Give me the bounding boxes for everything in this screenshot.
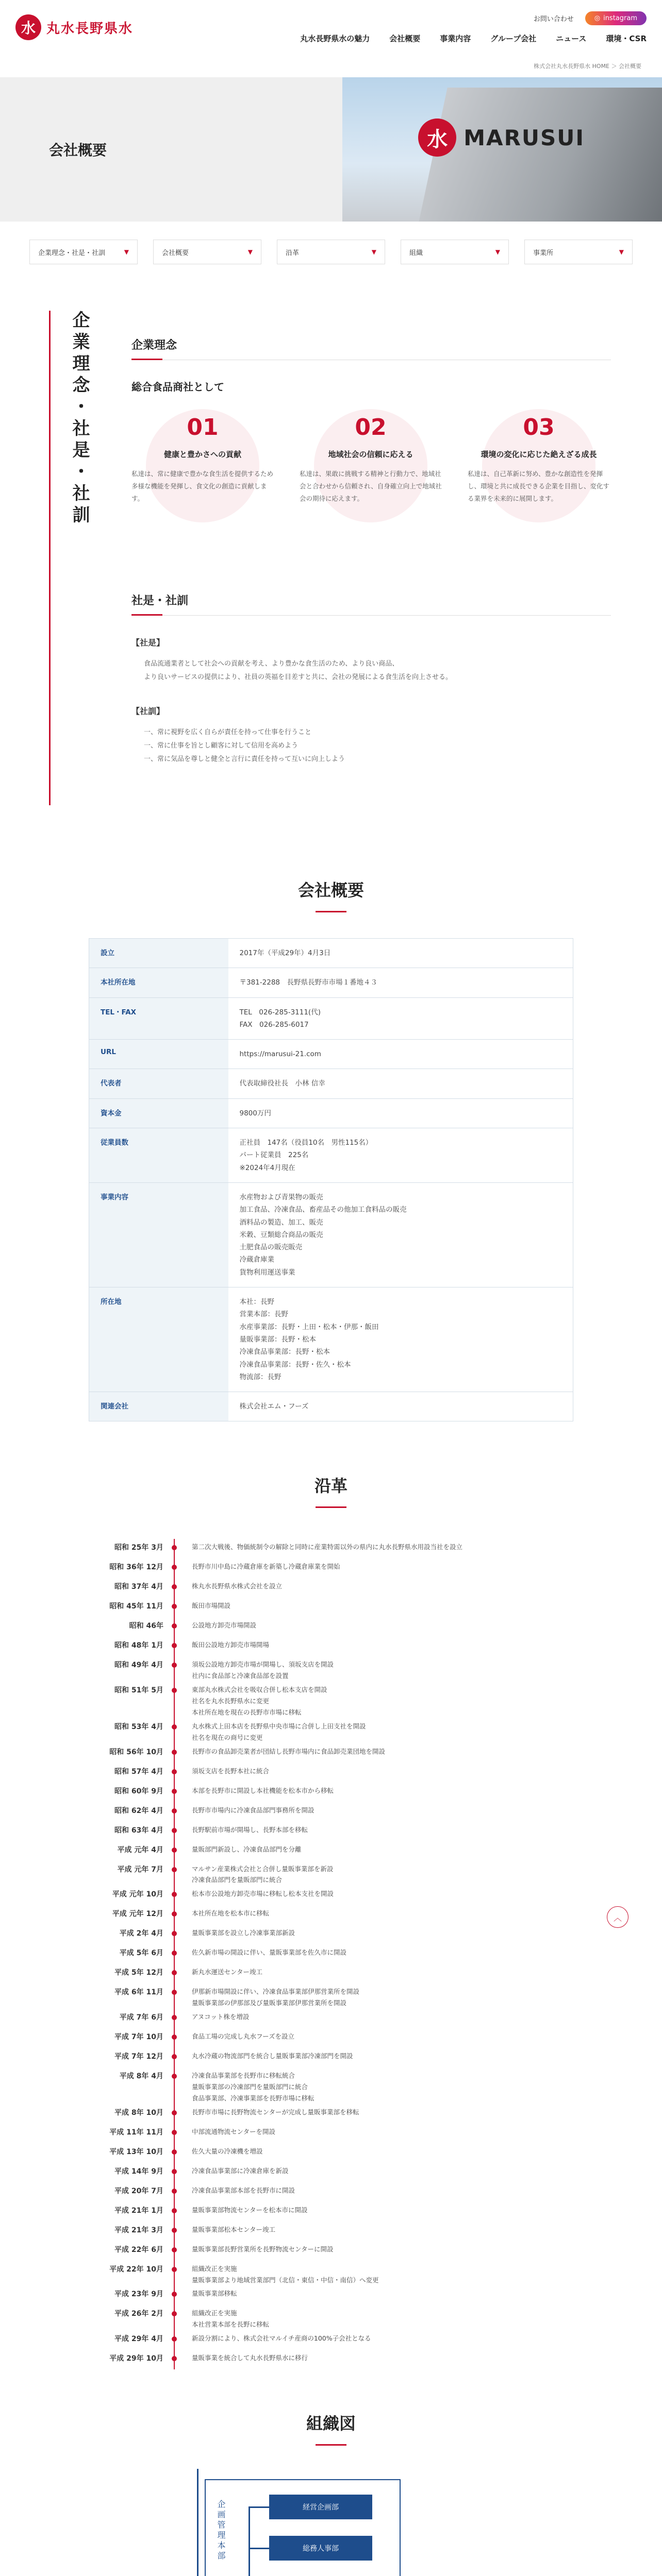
timeline-text: 冷凍食品事業部本部を長野市に開設 [192,2186,295,2194]
timeline-text: 長野市川中島に冷蔵倉庫を新築し冷蔵倉庫業を開始 [192,1563,340,1571]
subnav-overview[interactable] [153,240,261,264]
section-accent-bar [49,311,51,805]
overview-label: 本社所在地 [89,968,228,997]
timeline-text: 本社所在地を松本市に移転 [192,1909,270,1918]
timeline-dot [172,2035,177,2040]
hero-building-sign [418,118,585,157]
pillar-card [131,414,274,504]
history-section [0,1421,662,2369]
timeline-date: 平成 5年 6月 [119,1949,163,1958]
timeline-date: 平成 20年 7月 [114,2187,163,2195]
timeline-dot [172,1892,177,1897]
timeline-item [47,2143,615,2163]
subnav-org[interactable] [401,240,509,264]
timeline-dot [172,1990,177,1995]
timeline-item [47,1905,615,1925]
timeline-dot [172,2292,177,2297]
timeline-item [47,1743,615,1763]
org-section [0,2369,662,2576]
site-header [0,0,662,77]
timeline-item [47,1617,615,1637]
timeline-text: 須坂支店を長野本社に統合 [192,1767,270,1775]
overview-value: TEL 026-285-3111(代) FAX 026-285-6017 [228,997,573,1040]
timeline-date: 平成 元年 12月 [112,1910,163,1919]
timeline-dot [172,2110,177,2115]
overview-label: 事業内容 [89,1182,228,1287]
pillar-number: 01 [187,414,219,440]
breadcrumb[interactable]: 株式会社丸水長野県水 HOME ＞ 会社概要 [534,63,641,70]
timeline-item [47,2350,615,2369]
timeline-date: 昭和 25年 3月 [114,1544,163,1552]
timeline-dot [172,1828,177,1833]
timeline-date: 平成 29年 10月 [109,2354,163,2363]
timeline-date: 平成 8年 10月 [114,2108,163,2117]
timeline-text: 株丸水長野県水株式会社を設立 [192,1582,283,1590]
overview-row [89,1182,573,1287]
org-dept-label: 企画管理本部 [216,2500,226,2562]
overview-value: 本社：長野 営業本部：長野 水産事業部：長野・上田・松本・伊那・飯田 量販事業部：長野・松本 冷凍食品事業部：長野・松本 冷凍食品事業部：長野・佐久・松本 物流部：長野 [228,1287,573,1392]
timeline-text: 食品工場の完成し丸水フーズを設立 [192,2032,295,2041]
org-unit: 経営企画部 [269,2495,372,2519]
timeline-text: マルサン産業株式会社と合併し量販事業部を新設 冷凍食品部門を量販部門に統合 [192,1865,334,1884]
timeline-date: 昭和 57年 4月 [114,1767,163,1776]
org-connector [249,2506,269,2508]
timeline-date: 平成 22年 10月 [109,2265,163,2274]
philosophy-heading: 企業理念 [131,336,611,360]
timeline-text: 丸水株式上田本店を長野県中央市場に合併し上田支社を開設 社名を現在の商号に変更 [192,1722,366,1741]
subnav-label: 組織 [409,249,423,257]
timeline-date: 昭和 46年 [129,1622,163,1631]
nav-appeal[interactable]: 丸水長野県水の魅力 [300,34,370,43]
pillar-text: 私達は、常に健康で豊かな食生活を提供するため多様な機能を発揮し、食文化の創造に貢献します。 [131,470,274,502]
nav-company[interactable]: 会社概要 [389,34,421,43]
timeline-text: 組織改正を実施 量販事業部より地域営業部門（北信・東信・中信・南信）へ変更 [192,2264,379,2284]
timeline-dot [172,1769,177,1774]
timeline-dot [172,2149,177,2155]
shakun-text: 一、常に視野を広く自らが責任を持って仕事を行うこと 一、常に仕事を旨とし顧客に対して信用を高めよう 一、常に気品を尊しと健全と言行に責任を持って互いに向上しよう [144,728,345,764]
timeline-date: 昭和 53年 4月 [114,1722,163,1731]
subnav-offices[interactable] [524,240,633,264]
timeline-item [47,1718,615,1743]
timeline-text: 第二次大戦後、物価統制令の解除と同時に産業特需以外の県内に丸水長野県水用設当社を設立 [192,1543,463,1551]
overview-label: 所在地 [89,1287,228,1392]
timeline-dot [172,2074,177,2079]
timeline-text: 新設分割により、株式会社マルイチ産商の100%子会社となる [192,2334,371,2343]
timeline-date: 昭和 49年 4月 [114,1661,163,1670]
timeline-date: 昭和 37年 4月 [114,1583,163,1591]
overview-value: 水産物および青果物の販売 加工食品、冷凍食品、畜産品その他加工食料品の販売 酒料品の製造、加工、販売 米穀、豆類総合商品の販売 土肥食品の販売販売 冷蔵倉庫業 貨物利用運送事業 [228,1182,573,1287]
timeline-item [47,1925,615,1944]
shakun-subheading: 【社訓】 [131,706,165,717]
chevron-down-icon: ▼ [495,248,500,256]
subnav-label: 沿革 [286,249,300,257]
philosophy-pillars [131,414,611,504]
timeline-dot [172,1911,177,1917]
timeline-date: 平成 6年 11月 [114,1988,163,1997]
timeline-item [47,2305,615,2330]
timeline-text: 量販事業部を設立し冷凍事業部新設 [192,1929,295,1937]
timeline-dot [172,1951,177,1956]
timeline-text: 長野市の食品卸売業者が団結し長野市場内に食品卸売業団地を開設 [192,1747,386,1755]
overview-row [89,1069,573,1098]
history-heading: 沿革 [0,1473,662,1508]
timeline-item [47,1783,615,1802]
contact-link[interactable]: お問い合わせ [533,15,574,23]
timeline-text: 量販部門新設し、冷凍食品部門を分離 [192,1845,302,1853]
timeline-text: 飯田市場開設 [192,1602,231,1610]
timeline-item [47,2182,615,2202]
timeline-text: 伊那新市場開設に伴い、冷凍食品事業部伊那営業所を開設 量販事業部の伊那部及び量販事業部伊那営業所を開設 [192,1988,360,2007]
logo-text: 丸水長野県水 [46,21,134,37]
timeline-dot [172,2130,177,2135]
org-connector [249,2548,269,2549]
timeline-item [47,1886,615,1905]
overview-label: 代表者 [89,1069,228,1098]
timeline-date: 平成 元年 4月 [117,1845,163,1854]
timeline-date: 平成 11年 11月 [109,2128,163,2137]
nav-csr[interactable]: 環境・CSR [606,34,647,43]
philosophy-lead: 総合食品商社として [131,381,224,393]
subnav-label: 企業理念・社是・社訓 [38,249,106,257]
timeline-dot [172,1663,177,1668]
timeline-item [47,1964,615,1984]
timeline-date: 昭和 36年 12月 [109,1563,163,1572]
history-timeline [47,1539,615,2369]
header-utility [534,11,647,25]
timeline-text: 佐久新市場の開設に伴い、量販事業部を佐久市に開設 [192,1948,347,1957]
overview-value: 正社員 147名（役員10名 男性115名） パート従業員 225名 ※2024年4月現在 [228,1128,573,1183]
overview-label: 資本金 [89,1098,228,1128]
timeline-item [47,1578,615,1598]
philosophy-section [0,311,662,805]
timeline-date: 平成 7年 12月 [114,2053,163,2061]
section-subnav [0,222,662,280]
instagram-icon: ◎ [594,14,601,22]
nav-group[interactable]: グループ会社 [490,34,537,43]
shaze-block [131,592,611,766]
org-connector [197,2469,198,2576]
timeline-date: 昭和 63年 4月 [114,1826,163,1835]
timeline-date: 平成 21年 1月 [114,2206,163,2215]
timeline-item [47,2285,615,2305]
timeline-date: 平成 13年 10月 [109,2147,163,2156]
timeline-text: 丸水冷蔵の物流部門を統合し量販事業部冷凍部門を開設 [192,2052,353,2060]
timeline-dot [172,1584,177,1589]
timeline-text: 飯田公設地方卸売市場開場 [192,1641,270,1649]
timeline-dot [172,2169,177,2174]
subnav-philosophy[interactable] [29,240,138,264]
timeline-item [47,2067,615,2104]
timeline-item [47,2202,615,2222]
timeline-text: 長野駅前市場が開場し、長野本部を移転 [192,1825,308,1834]
timeline-text: 長野市市場に長野物流センターが完成し量販事業部を移転 [192,2108,359,2116]
timeline-dot [172,1604,177,1609]
timeline-item [47,1841,615,1861]
timeline-dot [172,2054,177,2059]
timeline-text: 冷凍食品事業部に冷凍倉庫を新設 [192,2166,289,2175]
sign-logo-mark: 水 [418,118,456,157]
timeline-dot [172,1750,177,1755]
timeline-dot [172,1970,177,1975]
timeline-date: 平成 26年 2月 [114,2310,163,2318]
timeline-item [47,1802,615,1822]
timeline-item [47,1763,615,1783]
timeline-item [47,1984,615,2009]
timeline-text: 松本市公設地方卸売市場に移転し松本支社を開設 [192,1890,334,1898]
timeline-text: 量販事業部松本センター竣工 [192,2225,276,2233]
chevron-down-icon: ▼ [371,248,376,256]
timeline-dot [172,2336,177,2342]
timeline-text: 長野市市場内に冷凍食品部門事務所を開設 [192,1806,315,1814]
subnav-label: 事業所 [533,249,554,257]
overview-value: 2017年（平成29年）4月3日 [228,939,573,968]
timeline-dot [172,2311,177,2316]
shaze-subheading: 【社是】 [131,638,165,648]
pillar-text: 私達は、果敢に挑戦する精神と行動力で、地域社会と合わせから信頼され、自身確立向上で地域社会の期待に応えます。 [300,470,442,502]
timeline-date: 平成 8年 4月 [119,2072,163,2081]
overview-label: 関連会社 [89,1392,228,1421]
chevron-down-icon: ▼ [619,248,624,256]
timeline-text: 新丸水運送センター竣工 [192,1968,263,1976]
timeline-text: 本部を長野市に開設し本社機能を松本市から移転 [192,1786,334,1794]
overview-heading: 会社概要 [0,877,662,912]
timeline-date: 昭和 56年 10月 [109,1748,163,1756]
timeline-item [47,2330,615,2350]
pillar-title: 環境の変化に応じた絶えざる成長 [481,450,597,459]
timeline-dot [172,1545,177,1550]
overview-label: TEL・FAX [89,997,228,1040]
timeline-dot [172,2228,177,2233]
overview-value: 株式会社エム・フーズ [228,1392,573,1421]
overview-row [89,1287,573,1392]
timeline-text: 冷凍食品事業部を長野市に移転統合 量販事業部の冷凍部門を量販部門に統合 食品事業部、冷凍事業部を長野市場に移転 [192,2072,315,2102]
timeline-date: 平成 21年 3月 [114,2226,163,2234]
timeline-item [47,1861,615,1886]
shaze-heading: 社是・社訓 [131,592,611,616]
timeline-date: 平成 5年 12月 [114,1969,163,1977]
timeline-item [47,1944,615,1964]
timeline-dot [172,1565,177,1570]
timeline-date: 平成 2年 4月 [119,1929,163,1938]
timeline-date: 平成 7年 10月 [114,2033,163,2042]
nav-business[interactable]: 事業内容 [440,34,471,43]
logo-mark: 水 [15,14,41,40]
timeline-date: 昭和 60年 9月 [114,1787,163,1795]
timeline-dot [172,2267,177,2272]
timeline-item [47,2009,615,2028]
timeline-date: 昭和 51年 5月 [114,1686,163,1695]
timeline-dot [172,2247,177,2252]
timeline-date: 平成 29年 4月 [114,2335,163,2344]
instagram-label: instagram [603,14,637,22]
overview-row [89,1392,573,1421]
timeline-item [47,1682,615,1718]
pillar-number: 02 [355,414,387,440]
main-nav [300,33,647,44]
overview-row [89,1128,573,1183]
timeline-dot [172,1867,177,1872]
overview-row [89,1098,573,1128]
page-title: 会社概要 [49,142,107,159]
overview-label: 従業員数 [89,1128,228,1183]
overview-value: 代表取締役社長 小林 信幸 [228,1069,573,1098]
overview-section [0,805,662,1421]
overview-value: 〒381-2288 長野県長野市市場１番地４３ [228,968,573,997]
timeline-text: 公設地方卸売市場開設 [192,1621,257,1630]
org-heading: 組織図 [0,2411,662,2446]
timeline-date: 平成 元年 7月 [117,1865,163,1874]
timeline-date: 平成 元年 10月 [112,1890,163,1899]
org-unit: 総務人事部 [269,2536,372,2561]
timeline-dot [172,1789,177,1794]
timeline-text: 量販事業部物流センターを松本市に開設 [192,2206,308,2214]
org-connector [249,2507,250,2576]
timeline-text: 須坂公設地方卸売市場が開場し、須坂支店を開設 社内に食品部と冷凍食品部を設置 [192,1660,334,1680]
philosophy-content [131,336,611,766]
timeline-date: 昭和 62年 4月 [114,1806,163,1815]
timeline-dot [172,2015,177,2020]
timeline-text: 組織改正を実施 本社営業本部を長野に移転 [192,2309,270,2329]
timeline-text: アヌコット株を増設 [192,2013,250,2021]
page-top-button[interactable]: ︿ [607,1906,628,1928]
pillar-text: 私達は、自己革新に努め、豊かな創造性を発揮し、環境と共に成長できる企業を目指し、変化する業界を未来的に展開します。 [468,470,610,502]
pillar-card [468,414,610,504]
timeline-text: 量販事業部長野営業所を長野物流センターに開設 [192,2245,334,2253]
philosophy-vertical-title: 企業理念・社是・社訓 [69,311,90,527]
timeline-dot [172,1643,177,1648]
org-dept-box [205,2479,401,2576]
timeline-dot [172,1931,177,1936]
timeline-text: 量販事業を統合して丸水長野県水に移行 [192,2354,308,2362]
overview-label: URL [89,1040,228,1069]
overview-value[interactable]: https://marusui-21.com [228,1040,573,1069]
subnav-history[interactable] [277,240,385,264]
instagram-button[interactable] [585,11,647,25]
site-logo[interactable] [15,14,133,40]
timeline-item [47,2261,615,2286]
org-chart [73,2469,589,2576]
timeline-item [47,2028,615,2048]
sign-text: MARUSUI [464,125,585,150]
timeline-dot [172,1623,177,1629]
timeline-date: 平成 14年 9月 [114,2167,163,2176]
timeline-date: 平成 23年 9月 [114,2290,163,2299]
nav-news[interactable]: ニュース [556,34,587,43]
overview-row [89,939,573,968]
timeline-item [47,2048,615,2067]
timeline-dot [172,2189,177,2194]
timeline-item [47,1637,615,1656]
timeline-dot [172,1688,177,1693]
overview-row [89,968,573,997]
timeline-item [47,2163,615,2182]
timeline-item [47,1822,615,1841]
timeline-item [47,2124,615,2143]
timeline-dot [172,2208,177,2213]
timeline-dot [172,1724,177,1730]
pillar-title: 地域社会の信頼に応える [328,450,413,459]
timeline-item [47,1656,615,1682]
timeline-item [47,2241,615,2261]
chevron-down-icon: ▼ [124,248,129,256]
shaze-text: 食品流通業者として社会への貢献を考え、より豊かな食生活のため、より良い商品、 より良いサービスの提供により、社員の英福を目差すと共に、会社の発展による食生活を向上させる。 [144,660,453,682]
timeline-item [47,1539,615,1558]
timeline-date: 昭和 48年 1月 [114,1641,163,1650]
timeline-text: 量販事業部移転 [192,2290,237,2298]
timeline-date: 昭和 45年 11月 [109,1602,163,1611]
chevron-down-icon: ▼ [247,248,253,256]
overview-value: 9800万円 [228,1098,573,1128]
timeline-text: 佐久大量の冷凍機を増設 [192,2147,263,2155]
timeline-dot [172,2356,177,2361]
timeline-dot [172,1808,177,1814]
timeline-item [47,1598,615,1617]
overview-row [89,1040,573,1069]
timeline-dot [172,1848,177,1853]
pillar-number: 03 [523,414,555,440]
timeline-date: 平成 7年 6月 [119,2013,163,2022]
subnav-label: 会社概要 [162,249,189,257]
timeline-item [47,2222,615,2241]
overview-row [89,997,573,1040]
timeline-item [47,1558,615,1578]
hero [0,77,662,222]
timeline-text: 中部流通物流センターを開設 [192,2127,276,2136]
timeline-date: 平成 22年 6月 [114,2245,163,2254]
overview-label: 設立 [89,939,228,968]
timeline-text: 東部丸水株式会社を吸収合併し松本支店を開設 社名を丸水長野県水に変更 本社所在地を現在の長野市市場に移転 [192,1686,327,1716]
pillar-card [300,414,442,504]
pillar-title: 健康と豊かさへの貢献 [163,450,241,459]
timeline-item [47,2104,615,2124]
overview-table [89,938,573,1421]
